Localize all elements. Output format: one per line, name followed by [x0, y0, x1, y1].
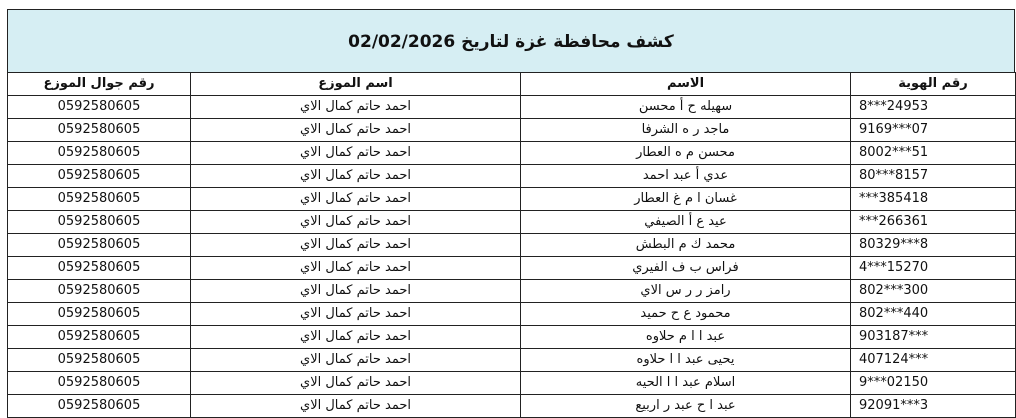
- table-row: [8, 280, 1016, 303]
- header-phone: رقم جوال الموزع: [8, 73, 191, 96]
- cell-distributor-phone: 0592580605: [8, 326, 191, 349]
- cell-id-number: 802***300: [851, 280, 1016, 303]
- cell-id-number: 9169***07: [851, 119, 1016, 142]
- cell-recipient-name: عيد ع أ الصيفي: [521, 211, 851, 234]
- table-row: [8, 119, 1016, 142]
- cell-recipient-name: عبد ا ا م حلاوه: [521, 326, 851, 349]
- cell-id-number: 903187***: [851, 326, 1016, 349]
- cell-distributor-phone: 0592580605: [8, 211, 191, 234]
- cell-distributor-phone: 0592580605: [8, 119, 191, 142]
- cell-distributor-phone: 0592580605: [8, 165, 191, 188]
- cell-recipient-name: عدي أ عبد احمد: [521, 165, 851, 188]
- table-row: [8, 142, 1016, 165]
- cell-id-number: 4***15270: [851, 257, 1016, 280]
- header-id: رقم الهوية: [851, 73, 1016, 96]
- cell-distributor-phone: 0592580605: [8, 395, 191, 418]
- table-row: [8, 234, 1016, 257]
- cell-recipient-name: اسلام عبد ا ا الحيه: [521, 372, 851, 395]
- cell-distributor-name: احمد حاتم كمال الاي: [191, 96, 521, 119]
- cell-id-number: 8002***51: [851, 142, 1016, 165]
- cell-distributor-phone: 0592580605: [8, 303, 191, 326]
- table-row: [8, 257, 1016, 280]
- report-title: كشف محافظة غزة لتاريخ 02/02/2026: [348, 32, 674, 52]
- cell-distributor-phone: 0592580605: [8, 96, 191, 119]
- cell-distributor-name: احمد حاتم كمال الاي: [191, 142, 521, 165]
- cell-id-number: ***385418: [851, 188, 1016, 211]
- header-distributor: اسم الموزع: [191, 73, 521, 96]
- cell-id-number: 9***02150: [851, 372, 1016, 395]
- cell-distributor-phone: 0592580605: [8, 257, 191, 280]
- cell-id-number: 80329***8: [851, 234, 1016, 257]
- cell-distributor-name: احمد حاتم كمال الاي: [191, 165, 521, 188]
- cell-distributor-phone: 0592580605: [8, 280, 191, 303]
- header-name: الاسم: [521, 73, 851, 96]
- cell-distributor-name: احمد حاتم كمال الاي: [191, 119, 521, 142]
- cell-distributor-name: احمد حاتم كمال الاي: [191, 211, 521, 234]
- report-title-bar: [7, 9, 1015, 72]
- table-row: [8, 188, 1016, 211]
- cell-recipient-name: محمد ك م البطش: [521, 234, 851, 257]
- table-row: [8, 395, 1016, 418]
- table-row: [8, 349, 1016, 372]
- cell-distributor-name: احمد حاتم كمال الاي: [191, 188, 521, 211]
- recipients-table: [7, 72, 1016, 418]
- cell-recipient-name: محسن م ه العطار: [521, 142, 851, 165]
- cell-id-number: 802***440: [851, 303, 1016, 326]
- cell-distributor-phone: 0592580605: [8, 349, 191, 372]
- table-row: [8, 303, 1016, 326]
- table-header-row: [8, 73, 1016, 96]
- cell-distributor-phone: 0592580605: [8, 234, 191, 257]
- cell-distributor-phone: 0592580605: [8, 188, 191, 211]
- table-row: [8, 326, 1016, 349]
- cell-distributor-name: احمد حاتم كمال الاي: [191, 349, 521, 372]
- cell-recipient-name: محمود ع ح حميد: [521, 303, 851, 326]
- cell-distributor-name: احمد حاتم كمال الاي: [191, 395, 521, 418]
- cell-distributor-name: احمد حاتم كمال الاي: [191, 303, 521, 326]
- report-sheet: [7, 9, 1016, 418]
- cell-distributor-name: احمد حاتم كمال الاي: [191, 372, 521, 395]
- cell-id-number: ***266361: [851, 211, 1016, 234]
- cell-recipient-name: يحيى عبد ا ا حلاوه: [521, 349, 851, 372]
- table-row: [8, 211, 1016, 234]
- cell-id-number: 92091***3: [851, 395, 1016, 418]
- cell-id-number: 80***8157: [851, 165, 1016, 188]
- cell-id-number: 8***24953: [851, 96, 1016, 119]
- cell-recipient-name: ماجد ر ه الشرفا: [521, 119, 851, 142]
- cell-recipient-name: غسان ا م غ العطار: [521, 188, 851, 211]
- table-row: [8, 372, 1016, 395]
- cell-recipient-name: فراس ب ف الفيري: [521, 257, 851, 280]
- cell-distributor-name: احمد حاتم كمال الاي: [191, 326, 521, 349]
- table-row: [8, 96, 1016, 119]
- cell-recipient-name: سهيله ح أ محسن: [521, 96, 851, 119]
- cell-distributor-name: احمد حاتم كمال الاي: [191, 234, 521, 257]
- table-body: [8, 96, 1016, 418]
- cell-distributor-phone: 0592580605: [8, 142, 191, 165]
- cell-distributor-name: احمد حاتم كمال الاي: [191, 257, 521, 280]
- table-row: [8, 165, 1016, 188]
- cell-id-number: 407124***: [851, 349, 1016, 372]
- cell-distributor-phone: 0592580605: [8, 372, 191, 395]
- cell-distributor-name: احمد حاتم كمال الاي: [191, 280, 521, 303]
- cell-recipient-name: رامز ر ر س الاي: [521, 280, 851, 303]
- cell-recipient-name: عبد ا ح عبد ر اربيع: [521, 395, 851, 418]
